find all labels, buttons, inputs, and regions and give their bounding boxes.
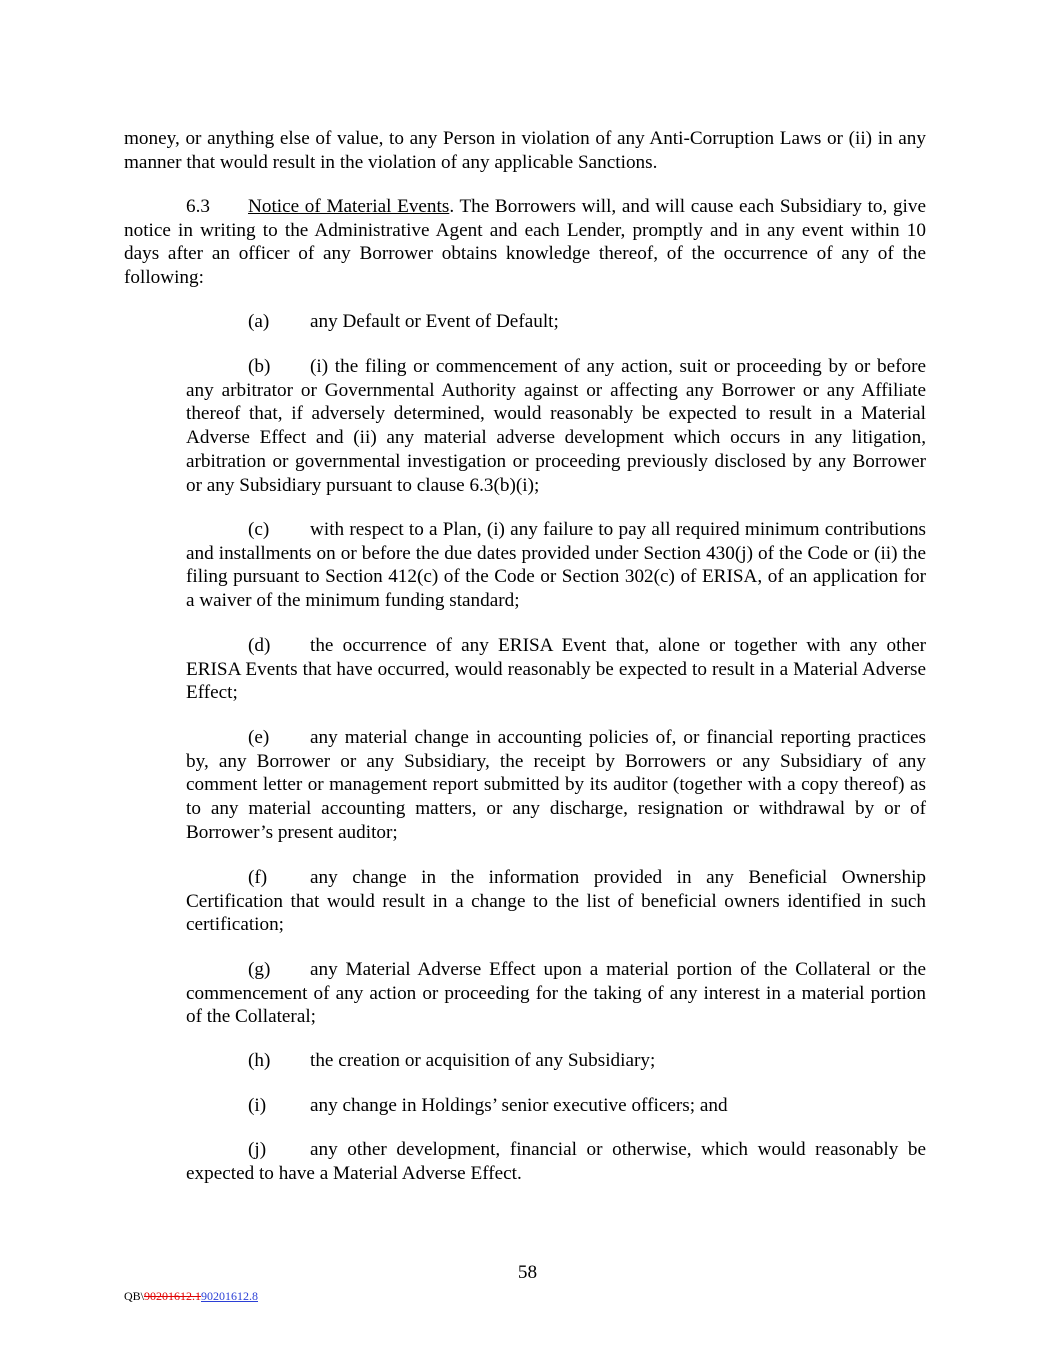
list-item-a	[248, 310, 559, 334]
list-item-f-paragraph	[186, 866, 926, 937]
list-item-i	[248, 1094, 728, 1118]
list-item-rest: ERISA Events that have occurred, would reasonably be expected to result in a Material Adverse Effect;	[186, 658, 926, 704]
list-item-label: (e)	[248, 727, 270, 748]
section-6-3-paragraph	[124, 195, 926, 290]
list-item-label: (f)	[248, 867, 268, 888]
document-id	[124, 1289, 258, 1303]
list-item-j-paragraph	[186, 1138, 926, 1185]
list-item-label: (a)	[248, 311, 270, 332]
list-item-label: (c)	[248, 519, 270, 540]
list-item-first-line: any material change in accounting policies of, or financial reporting	[310, 727, 851, 748]
list-item-rest: Certification that would result in a change to the list of beneficial owners identified in such certification;	[186, 890, 926, 936]
list-item-label: (d)	[248, 635, 271, 656]
document-id-inserted: 90201612.8	[201, 1289, 259, 1303]
page-number: 58	[517, 1262, 538, 1283]
list-item-b-paragraph	[186, 355, 926, 497]
list-item-text: any change in Holdings’ senior executive officers; and	[310, 1095, 728, 1116]
list-item-rest: contributions and installments on or before the due dates provided under Section 430(j) of the Code or (ii) the filing pursuant to Section 412(c) of the Code or Section 302(c) of ERISA, of an application for a waiver of the minimum funding standard;	[186, 519, 927, 612]
list-item-first-line: the occurrence of any ERISA Event that, alone or together with any other	[310, 635, 926, 656]
list-item-text: the creation or acquisition of any Subsidiary;	[310, 1050, 656, 1071]
list-item-first-line: any change in the information provided in any Beneficial Ownership	[310, 867, 926, 888]
list-item-first-line: any other development, financial or otherwise, which would reasonably be	[310, 1139, 926, 1160]
list-item-h	[248, 1049, 655, 1073]
section-body: . The Borrowers will, and will cause each Subsidiary to, give notice in writing to the Administrative Agent and each Lender, promptly and in any event within 10 days after an officer of any Borrower obtains knowledge thereof, of the occurrence of any of the following:	[124, 196, 926, 289]
section-heading: Notice of Material Events	[248, 196, 450, 217]
list-item-label: (b)	[248, 356, 271, 377]
list-item-rest: expected to have a Material Adverse Effect.	[186, 1162, 522, 1184]
list-item-e-paragraph	[186, 726, 926, 845]
list-item-first-line: any Material Adverse Effect upon a material portion of the Collateral or	[310, 959, 895, 980]
list-item-first-line: (i) the filing or commencement of any action, suit or proceeding by or	[310, 356, 871, 377]
list-item-label: (j)	[248, 1139, 267, 1160]
list-item-rest: before any arbitrator or Governmental Authority against or affecting any Borrower or any Affiliate thereof that, if adversely determined, would reasonably be expected to result in a Material Adverse Effect and (ii) any material adverse development which occurs in any litigation, arbitration or governmental investigation or proceeding previously disclosed by any Borrower or any Subsidiary pursuant to clause 6.3(b)(i);	[186, 356, 926, 496]
list-item-c-paragraph	[186, 518, 926, 613]
intro-continuation-paragraph: money, or anything else of value, to any Person in violation of any Anti-Corruption Laws or (ii) in any manner that would result in the violation of any applicable Sanctions.	[124, 128, 926, 173]
list-item-rest: practices by, any Borrower or any Subsidiary, the receipt by Borrowers or any Subsidiary of any comment letter or management report submitted by its auditor (together with a copy thereof) as to any material accounting matters, or any discharge, resignation or withdrawal by or of Borrower’s present auditor;	[186, 727, 927, 843]
document-id-deleted: 90201612.1	[144, 1289, 202, 1303]
document-id-prefix: QB\	[124, 1289, 145, 1303]
section-number: 6.3	[186, 196, 210, 217]
list-item-first-line: with respect to a Plan, (i) any failure to pay all required minimum	[310, 519, 820, 540]
list-item-text: any Default or Event of Default;	[310, 311, 559, 332]
list-item-rest: the commencement of any action or proceeding for the taking of any interest in a material portion of the Collateral;	[186, 959, 927, 1028]
list-item-label: (i)	[248, 1095, 267, 1116]
list-item-label: (g)	[248, 959, 271, 980]
list-item-label: (h)	[248, 1050, 271, 1071]
list-item-d-paragraph	[186, 634, 926, 705]
list-item-g-paragraph	[186, 958, 926, 1029]
